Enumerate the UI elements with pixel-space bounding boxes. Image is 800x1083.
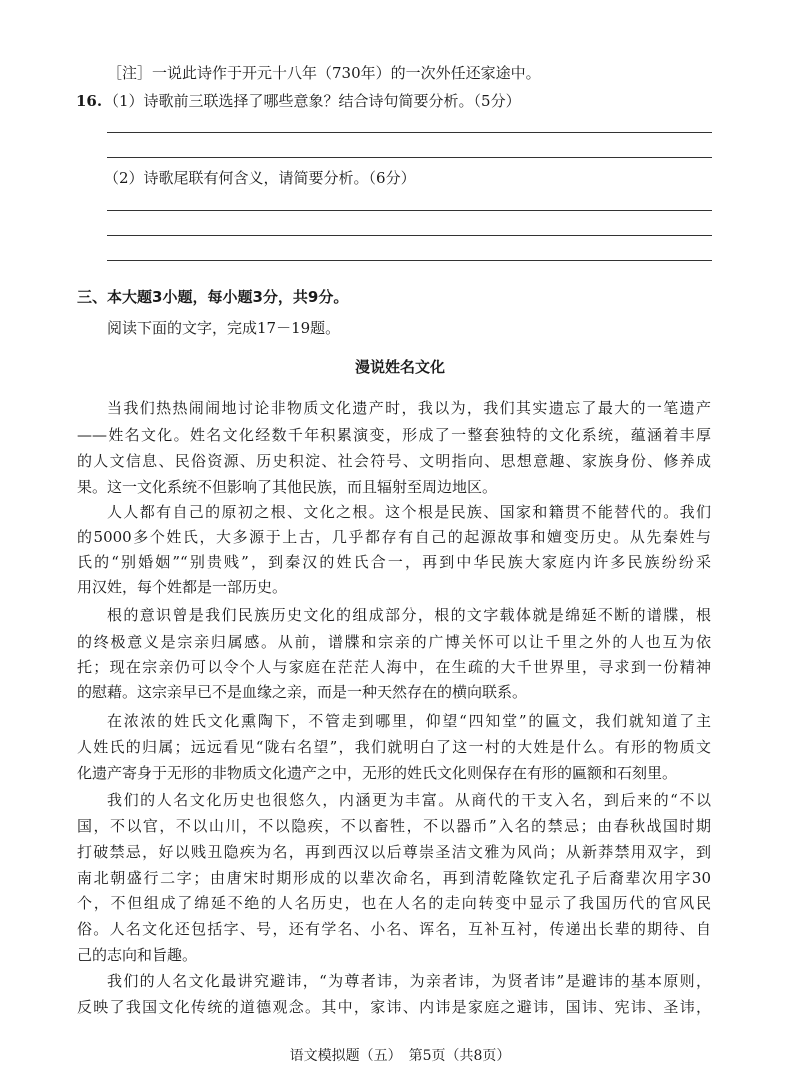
article-line: 果。这一文化系统不但影响了其他民族，而且辐射至周边地区。 (77, 478, 498, 496)
article-line: 我们的人名文化最讲究避讳，“为尊者讳，为亲者讳，为贤者讳”是避讳的基本原则， (107, 972, 711, 990)
article-line: 托；现在宗亲仍可以令个人与家庭在茫茫人海中，在生疏的大千世界里，寻求到一份精神 (77, 658, 711, 676)
article-line: 的5000多个姓氏，大多源于上古，几乎都存有自己的起源故事和嬗变历史。从先秦姓与 (77, 528, 711, 546)
article-line: 个，不但组成了绵延不绝的人名历史，也在人名的走向转变中显示了我国历代的官风民 (77, 894, 711, 912)
article-line: 氏的“别婚姻”“别贵贱”，到秦汉的姓氏合一，再到中华民族大家庭内许多民族纷纷采 (77, 553, 711, 571)
article-line: 化遗产寄身于无形的非物质文化遗产之中，无形的姓氏文化则保存在有形的匾额和石刻里。 (77, 764, 678, 782)
answer-line[interactable] (107, 157, 712, 158)
article-line: 国，不以官，不以山川，不以隐疾，不以畜牲，不以器币”入名的禁忌；由春秋战国时期 (77, 817, 711, 835)
article-line: 用汉姓，每个姓都是一部历史。 (77, 578, 288, 596)
question-16-part-2: （2）诗歌尾联有何含义，请简要分析。（6分） (104, 169, 416, 187)
article-line: 的人文信息、民俗资源、历史积淀、社会符号、文明指向、思想意趣、家族身份、修养成 (77, 452, 711, 470)
question-16-part-1: （1）诗歌前三联选择了哪些意象？结合诗句简要分析。（5分） (104, 92, 521, 110)
answer-line[interactable] (107, 235, 712, 236)
article-line: 人人都有自己的原初之根、文化之根。这个根是民族、国家和籍贯不能替代的。我们 (107, 503, 711, 521)
page-footer: 语文模拟题（五） 第5页（共8页） (289, 1048, 511, 1064)
article-line: 己的志向和旨趣。 (77, 946, 198, 964)
question-16-number: 16. (76, 92, 103, 110)
article-line: 的慰藉。这宗亲早已不是血缘之亲，而是一种天然存在的横向联系。 (77, 683, 528, 701)
article-line: 人姓氏的归属；远远看见“陇右名望”，我们就明白了这一村的大姓是什么。有形的物质文 (77, 738, 711, 756)
poem-note: ［注］一说此诗作于开元十八年（730年）的一次外任还家途中。 (107, 64, 541, 82)
article-line: 的终极意义是宗亲归属感。从前，谱牒和宗亲的广博关怀可以让千里之外的人也互为依 (77, 633, 711, 651)
article-line: 在浓浓的姓氏文化熏陶下，不管走到哪里，仰望“四知堂”的匾文，我们就知道了主 (107, 712, 711, 730)
answer-line[interactable] (107, 210, 712, 211)
article-line: 南北朝盛行二字；由唐宋时期形成的以辈次命名，再到清乾隆钦定孔子后裔辈次用字30 (77, 869, 711, 887)
article-line: 打破禁忌，好以贱丑隐疾为名，再到西汉以后尊崇圣洁文雅为风尚；从新莽禁用双字，到 (77, 843, 711, 861)
article-title: 漫说姓名文化 (354, 358, 445, 376)
article-line: 当我们热热闹闹地讨论非物质文化遗产时，我以为，我们其实遗忘了最大的一笔遗产 (107, 399, 711, 417)
section-3-instruction: 阅读下面的文字，完成17－19题。 (107, 319, 341, 337)
article-line: 我们的人名文化历史也很悠久，内涵更为丰富。从商代的干支入名，到后来的“不以 (107, 791, 711, 809)
article-line: 反映了我国文化传统的道德观念。其中，家讳、内讳是家庭之避讳，国讳、宪讳、圣讳， (77, 998, 711, 1016)
section-3-title: 三、本大题3小题，每小题3分，共9分。 (77, 288, 349, 306)
article-line: ——姓名文化。姓名文化经数千年积累演变，形成了一整套独特的文化系统，蕴涵着丰厚 (77, 426, 711, 444)
article-line: 俗。人名文化还包括字、号，还有学名、小名、诨名，互补互衬，传递出长辈的期待、自 (77, 920, 711, 938)
answer-line[interactable] (107, 260, 712, 261)
answer-line[interactable] (107, 132, 712, 133)
article-line: 根的意识曾是我们民族历史文化的组成部分，根的文字载体就是绵延不断的谱牒，根 (107, 606, 711, 624)
